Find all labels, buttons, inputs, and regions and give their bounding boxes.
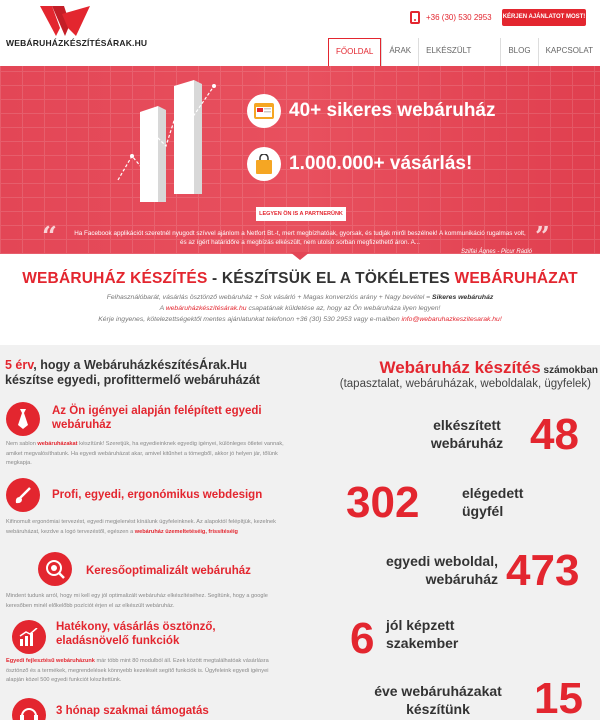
stat-experts-value: 6 xyxy=(350,614,375,663)
growth-towers-illustration xyxy=(110,72,230,202)
nav-prices[interactable]: ÁRAK xyxy=(381,38,418,66)
hero-notch xyxy=(290,252,310,260)
feature-4-body: Egyedi fejlesztésű webáruházunk már több mint 80 modulból áll. Ezek között megtalálhatóak vásárlásra ösztönző és a termékek, megrendelések könnyebb kezelését segítő funkciók is. Ügyfeleink egyedi igényei alapján közel 500 egyedi funkciót készítettünk. xyxy=(6,658,269,684)
stat-clients-value: 302 xyxy=(346,478,420,527)
intro-text xyxy=(50,292,550,325)
stats-subtitle: (tapasztalat, webáruházak, weboldalak, ügyfelek) xyxy=(339,378,591,390)
reasons-title: 5 érv, hogy a WebáruházkészítésÁrak.Hu készítse egyedi, profittermelő webáruházát xyxy=(5,358,260,387)
main-nav xyxy=(328,38,600,66)
nav-portfolio[interactable]: ELKÉSZÜLT xyxy=(418,38,500,66)
site-link[interactable]: webáruházkészítésárak.hu xyxy=(165,305,247,312)
email-link[interactable]: info@webaruhazkeszitesarak.hu! xyxy=(401,316,502,323)
intro-line-2: A webáruházkészítésárak.hu csapatának küldetése az, hogy az Ön webáruháza ilyen legyen! xyxy=(159,305,441,312)
phone-icon xyxy=(410,11,420,24)
nav-home[interactable]: FŐOLDAL xyxy=(328,38,381,66)
stat-sites-label: egyedi weboldal, webáruház xyxy=(385,553,498,587)
feature-3-body: Mindent tudunk arról, hogy mi kell egy jól optimalizált webáruház elkészítéséhez. Segítünk, hogy a google keresőben minél előkelőbb pozíciót érjen el az elkészült webáruház. xyxy=(6,593,268,609)
stat-sites-value: 473 xyxy=(506,546,580,595)
stat-years-label: éve webáruházakat készítünk xyxy=(374,683,502,717)
feature-1-body: Nem sablon webáruházakat készítünk! Szeretjük, ha egyedieinknek egyedig igényei, különleges ötletei vannak, amiket megvalósíthatunk. Ha egyedi webáruházat akar, amivel kitűnhet a tömegből, akkor jó helyen jár, tőlünk megkapja. xyxy=(6,441,284,467)
browser-icon xyxy=(247,94,281,128)
nav-blog[interactable]: BLOG xyxy=(500,38,537,66)
hero-stat-webshops xyxy=(247,94,496,128)
intro-title: WEBÁRUHÁZ KÉSZÍTÉS - KÉSZÍTSÜK EL A TÖKÉLETES WEBÁRUHÁZAT xyxy=(22,270,578,287)
growth-chart-icon xyxy=(12,620,46,654)
phone-contact[interactable] xyxy=(410,11,492,24)
logo-text[interactable]: WEBÁRUHÁZKÉSZÍTÉSÁRAK.HU xyxy=(6,38,148,48)
feature-5-title: 3 hónap szakmai támogatás xyxy=(56,705,209,717)
stats-title: Webáruház készítés számokban xyxy=(379,358,598,377)
stat-webshops-label: elkészített webáruház xyxy=(430,417,504,451)
quote-close-icon: ” xyxy=(535,222,550,252)
stat-years-value: 15 xyxy=(534,674,583,720)
logo-icon[interactable] xyxy=(40,6,90,36)
stat-clients-label: elégedett ügyfél xyxy=(462,485,524,519)
hero-stat-webshops-text: 40+ sikeres webáruház xyxy=(289,100,496,121)
feature-2-body: Kifinomult ergonómiai tervezést, egyedi megjelenést kínálunk ügyfeleinknek. Az alapoktól felépítjük, kezelnek webáruházat, kezdve a logó tervezéstől, egészen a webáruház üzemeltetéséig, frissítéséig xyxy=(6,519,276,535)
feature-4-title: Hatékony, vásárlás ösztönző, eladásnövelő funkciók xyxy=(56,621,216,647)
tie-icon xyxy=(6,402,40,436)
intro-line-1: Felhasználóbarát, vásárlás ösztönző webáruház + Sok vásárló + Magas konverziós arány + Nagy bevétel = Sikeres webáruház xyxy=(106,294,494,301)
stat-webshops-value: 48 xyxy=(530,410,579,459)
testimonial-text: Ha Facebook applikációt szeretnél nyugodt szívvel ajánlom a Netfort Bt.-t, mert megbízhatóak, gyorsak, és tudják miről beszélnek! A kommunikáció rugalmas volt, és az ígért határidőre a megbízás elkészült, nem utolsó sorban megfizethető áron. A... xyxy=(74,230,526,246)
site-header xyxy=(0,0,600,66)
hero-stat-purchases-text: 1.000.000+ vásárlás! xyxy=(289,153,473,174)
brush-icon xyxy=(6,478,40,512)
request-quote-button[interactable]: KÉRJEN AJÁNLATOT MOST! xyxy=(502,9,586,26)
shopping-bag-icon xyxy=(247,147,281,181)
hero-stat-purchases xyxy=(247,147,472,181)
phone-number: +36 (30) 530 2953 xyxy=(426,13,492,22)
feature-2-title: Profi, egyedi, ergonómikus webdesign xyxy=(52,489,263,501)
testimonial-author: Szilfai Ágnes - Picur Rádió xyxy=(460,249,532,254)
stat-experts-label: jól képzett szakember xyxy=(386,617,459,651)
intro-line-3: Kérje ingyenes, kötelezettségektől mentes ajánlatunkat telefonon +36 (30) 530 2953 vagy e-mailben info@webaruhazkeszitesarak.hu! xyxy=(98,316,502,323)
become-partner-button[interactable]: LEGYEN ÖN IS A PARTNERÜNK xyxy=(256,207,346,221)
feature-1-title: Az Ön igényei alapján felépített egyedi webáruház xyxy=(52,405,262,431)
nav-contact[interactable]: KAPCSOLAT xyxy=(538,38,600,66)
seo-target-icon xyxy=(38,552,72,586)
hero-banner xyxy=(0,66,600,254)
quote-open-icon: “ xyxy=(42,222,57,252)
feature-3-title: Keresőoptimalizált webáruház xyxy=(86,565,251,577)
